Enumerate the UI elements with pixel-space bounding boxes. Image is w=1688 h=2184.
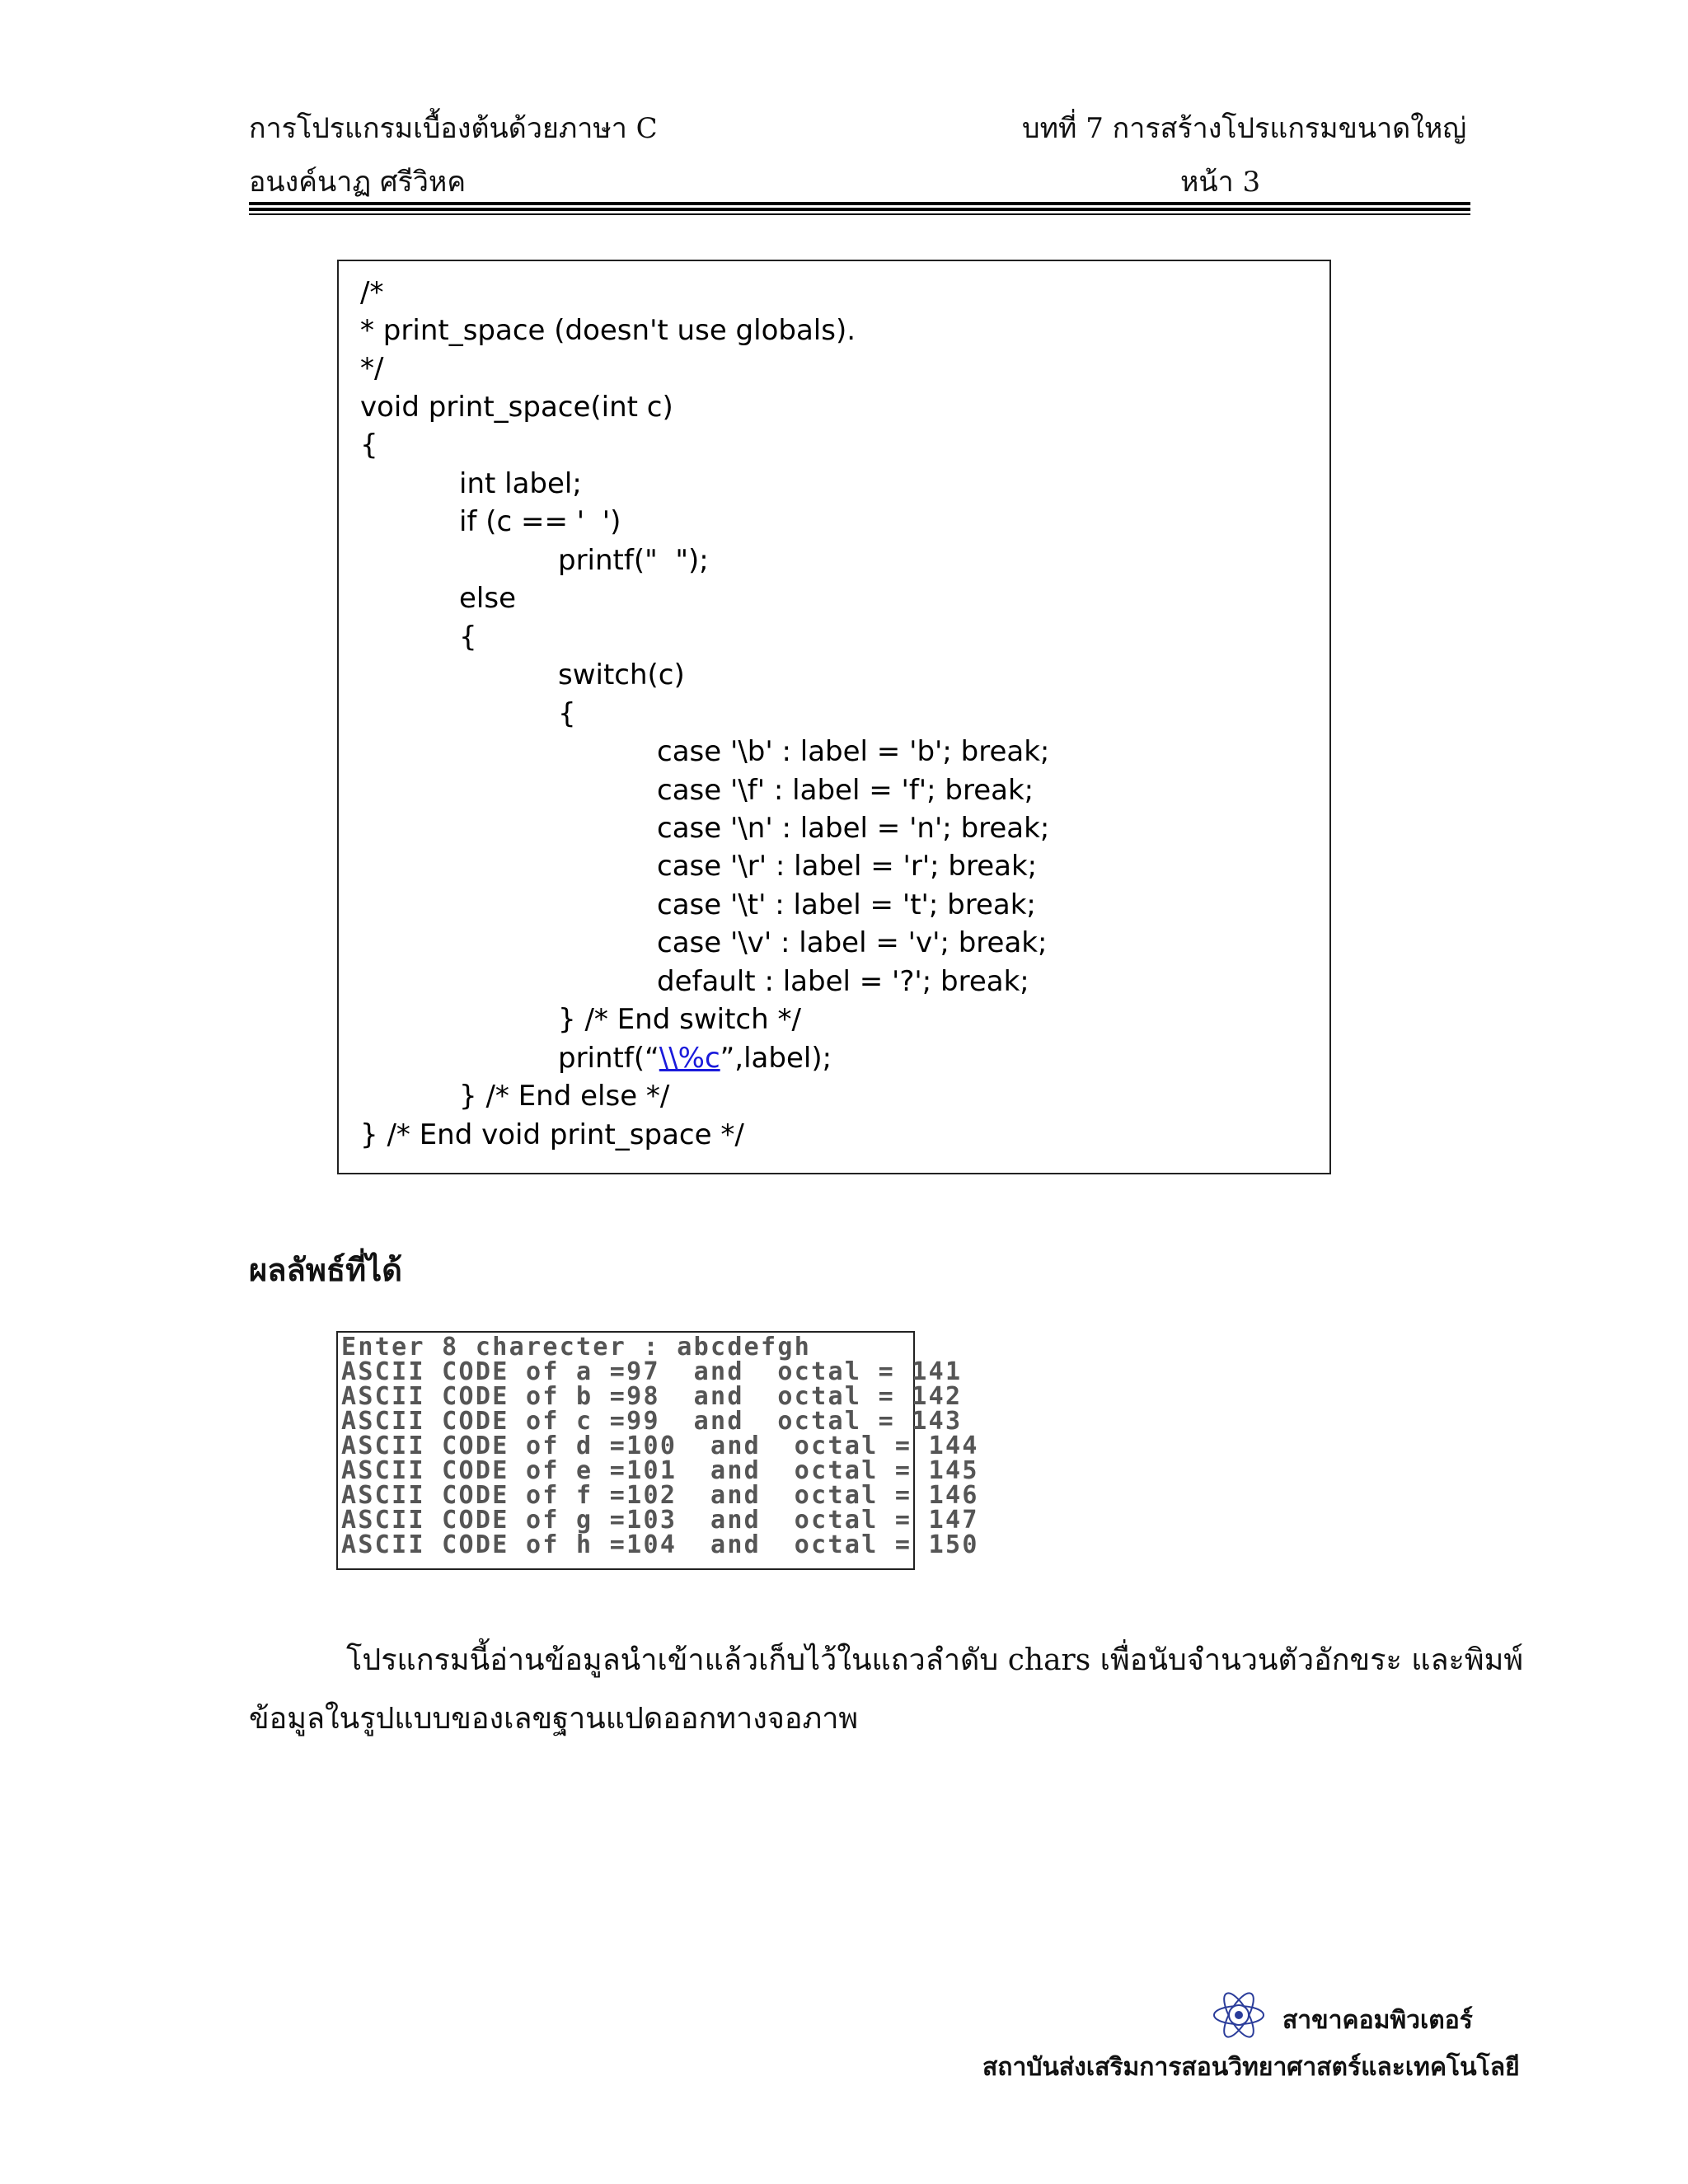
code-line: } /* End switch */ bbox=[558, 1003, 801, 1036]
code-line: case '\n' : label = 'n'; break; bbox=[657, 812, 1050, 845]
console-line: ASCII CODE of h =104 and octal = 150 bbox=[341, 1530, 979, 1559]
code-line: if (c == ' ') bbox=[459, 505, 621, 538]
footer-department: สาขาคอมพิวเตอร์ bbox=[1282, 2006, 1473, 2035]
console-line: ASCII CODE of g =103 and octal = 147 bbox=[341, 1506, 979, 1535]
footer-institute: สถาบันส่งเสริมการสอนวิทยาศาสตร์และเทคโนโลยี bbox=[982, 2053, 1520, 2082]
description-paragraph: ข้อมูลในรูปแบบของเลขฐานแปดออกทางจอภาพ bbox=[249, 1702, 859, 1736]
description-paragraph: โปรแกรมนี้อ่านข้อมูลนำเข้าแล้วเก็บไว้ในแถวลำดับ chars เพื่อนับจำนวนตัวอักขระ และพิมพ์ bbox=[346, 1643, 1524, 1677]
code-line: case '\r' : label = 'r'; break; bbox=[657, 850, 1038, 883]
code-line: case '\t' : label = 't'; break; bbox=[657, 888, 1036, 921]
code-line: case '\f' : label = 'f'; break; bbox=[657, 774, 1034, 807]
code-listing-box bbox=[337, 260, 1331, 1174]
console-line: ASCII CODE of d =100 and octal = 144 bbox=[341, 1432, 979, 1460]
code-text: printf(“ bbox=[558, 1042, 659, 1075]
code-line: /* bbox=[360, 276, 384, 309]
console-line: ASCII CODE of a =97 and octal = 141 bbox=[341, 1357, 963, 1386]
console-line: ASCII CODE of f =102 and octal = 146 bbox=[341, 1481, 979, 1510]
console-line: ASCII CODE of e =101 and octal = 145 bbox=[341, 1456, 979, 1485]
ipst-atom-logo-icon bbox=[1212, 1988, 1266, 2042]
code-line: case '\v' : label = 'v'; break; bbox=[657, 926, 1048, 959]
console-line: Enter 8 charecter : abcdefgh bbox=[341, 1333, 812, 1361]
code-line: switch(c) bbox=[558, 658, 685, 691]
header-divider bbox=[249, 202, 1470, 205]
section-heading: ผลลัพธ์ที่ได้ bbox=[249, 1251, 402, 1288]
code-hyperlink[interactable]: \\%c bbox=[659, 1042, 720, 1075]
code-line: case '\b' : label = 'b'; break; bbox=[657, 735, 1050, 768]
code-line: } /* End void print_space */ bbox=[360, 1118, 744, 1151]
header-divider bbox=[249, 213, 1470, 215]
code-line: } /* End else */ bbox=[459, 1080, 670, 1113]
code-line: else bbox=[459, 582, 516, 615]
header-chapter: บทที่ 7 การสร้างโปรแกรมขนาดใหญ่ bbox=[1022, 112, 1467, 145]
code-line: default : label = '?'; break; bbox=[657, 965, 1029, 998]
console-output bbox=[336, 1331, 979, 1570]
code-line: printf(" "); bbox=[558, 544, 709, 577]
header-page-number: หน้า 3 bbox=[1180, 166, 1261, 199]
code-line: { bbox=[558, 697, 576, 730]
code-line: * print_space (doesn't use globals). bbox=[360, 314, 856, 347]
code-line: { bbox=[459, 621, 477, 654]
header-author: อนงค์นาฏ ศรีวิหค bbox=[249, 166, 467, 199]
console-line: ASCII CODE of c =99 and octal = 143 bbox=[341, 1407, 963, 1436]
code-text: ”,label); bbox=[720, 1042, 832, 1075]
header-book-title: การโปรแกรมเบื้องต้นด้วยภาษา C bbox=[249, 112, 658, 145]
header-divider bbox=[249, 208, 1470, 211]
code-line bbox=[558, 1042, 832, 1075]
console-line: ASCII CODE of b =98 and octal = 142 bbox=[341, 1382, 963, 1411]
code-line: void print_space(int c) bbox=[360, 391, 673, 424]
code-line: int label; bbox=[459, 467, 582, 500]
code-line: */ bbox=[360, 352, 384, 385]
code-line: { bbox=[360, 429, 378, 462]
